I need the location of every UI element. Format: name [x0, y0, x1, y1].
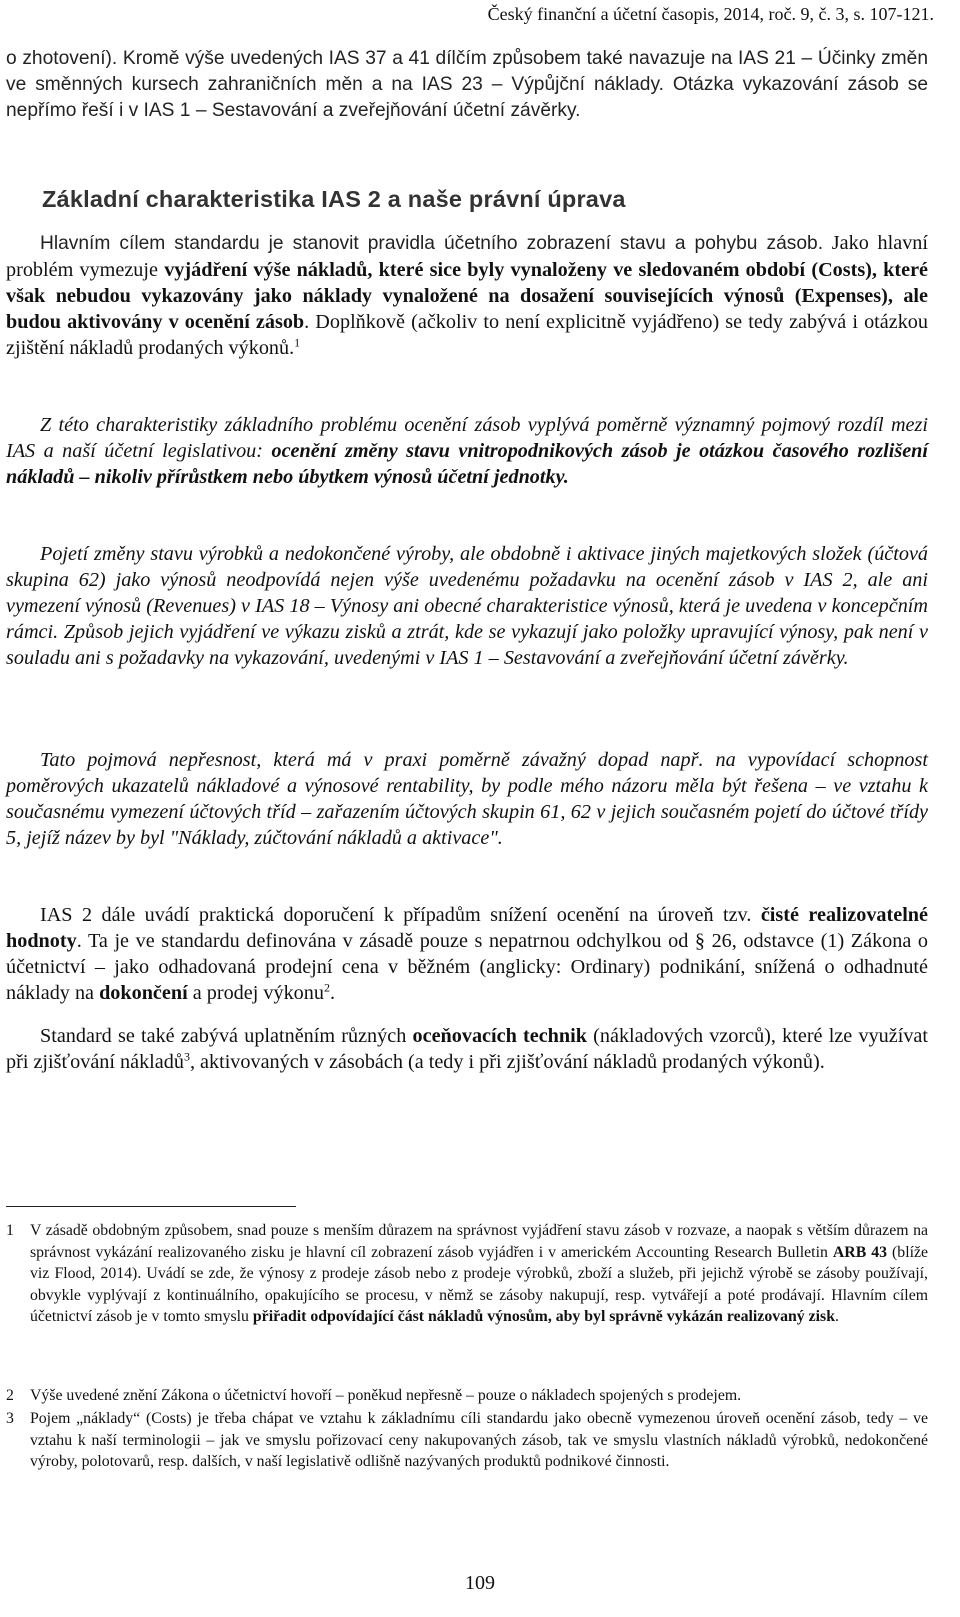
p5-text-a: IAS 2 dále uvádí praktická doporučení k případům snížení ocenění na úroveň tzv.	[40, 904, 761, 926]
footnote-3	[6, 1408, 928, 1473]
p1-lead: Hlavním cílem standardu je stanovit pravidla účetního zobrazení stavu a pohybu zásob.	[40, 233, 824, 254]
page-number: 109	[465, 1572, 495, 1594]
footnote-3-text: Pojem „náklady“ (Costs) je třeba chápat ve vztahu k základnímu cíli standardu jako obecně vymezenou úroveň ocenění zásob, tedy – ve vztahu k naší terminologii – jak ve smyslu pořizovací ceny nakupovaných zásob, tak ve smyslu vlastních nákladů výrobků, nedokončené výroby, polotovarů, resp. dalších, v naší legislativě odlišně nazývaných produktů podnikové činnosti.	[30, 1410, 928, 1470]
p1-bold: vyjádření výše nákladů, které sice byly vynaloženy ve sledovaném období (Costs), které však nebudou vykazovány jako náklady vynaložené na dosažení souvisejících výnosů (Expenses), ale budou aktivovány v ocenění zásob	[6, 259, 928, 333]
p4-text: Tato pojmová nepřesnost, která má v praxi poměrně závažný dopad např. na vypovídací schopnost poměrových ukazatelů nákladové a výnosové rentability, by podle mého názoru měla být řešena – ve vztahu k současnému vymezení účtových tříd – zařazením účtových skupin 61, 62 v jejich současném pojetí do účtové třídy 5, jejíž název by byl "Náklady, zúčtování nákladů a aktivace".	[6, 749, 928, 849]
fn1-bold-2: přiřadit odpovídající část nákladů výnosům, aby byl správně vykázán realizovaný zisk	[252, 1308, 835, 1325]
paragraph-3	[6, 541, 928, 671]
intro-paragraph	[6, 46, 928, 124]
footnote-2-number: 2	[6, 1387, 14, 1404]
p6-bold: oceňovacích technik	[412, 1025, 587, 1047]
paragraph-6	[6, 1023, 928, 1075]
p6-text-c: (nákladových vzorců), které lze využívat při zjišťování nákladů	[6, 1025, 928, 1073]
fn1-text-a: V zásadě obdobným způsobem, snad pouze s menším důrazem na správnost vyjádření stavu zásob v rozvaze, a naopak s větším důrazem na správnost vykázání realizovaného zisku je hlavní cíl zobrazení zásob vyjádřen i v americkém Accounting Research Bulletin	[30, 1222, 928, 1261]
footnote-2-text: Výše uvedené znění Zákona o účetnictví hovoří – poněkud nepřesně – pouze o nákladech spojených s prodejem.	[30, 1387, 742, 1404]
footnote-divider	[6, 1206, 296, 1207]
footnote-ref-2[interactable]: 2	[323, 980, 330, 995]
p5-bold-2: dokončení	[99, 982, 188, 1004]
footnote-ref-1[interactable]: 1	[294, 335, 301, 350]
footnote-ref-3[interactable]: 3	[183, 1049, 190, 1064]
intro-text: o zhotovení). Kromě výše uvedených IAS 37 a 41 dílčím způsobem také navazuje na IAS 21 – Účinky změn ve směnných kursech zahraničních měn a na IAS 23 – Výpůjční náklady. Otázka vykazování zásob se nepřímo řeší i v IAS 1 – Sestavování a zveřejňování účetní závěrky.	[6, 48, 928, 121]
running-header: Český finanční a účetní časopis, 2014, roč. 9, č. 3, s. 107-121.	[487, 4, 934, 24]
footnote-1	[6, 1220, 928, 1328]
p5-text-c: . Ta je ve standardu definována v zásadě pouze s nepatrnou odchylkou od § 26, odstavce (1) Zákona o účetnictví – jako odhadovaná prodejní cena v běžném (anglicky: Ordinary) podnikání, snížená o odhadnuté náklady na	[6, 930, 928, 1004]
footnote-1-text	[30, 1220, 928, 1328]
p5-text-e: a prodej výkonu	[187, 982, 324, 1004]
p2-text: Z této charakteristiky základního problému ocenění zásob vyplývá poměrně významný pojmový rozdíl mezi IAS a naší účetní legislativou:	[6, 414, 928, 462]
p1-text-b: Jako hlavní problém vymezuje	[6, 232, 928, 281]
p6-text-a: Standard se také zabývá uplatněním různých	[40, 1025, 413, 1047]
p2-bold: ocenění změny stavu vnitropodnikových zásob je otázkou časového rozlišení nákladů – nikoliv přírůstkem nebo úbytkem výnosů účetní jednotky.	[6, 440, 928, 488]
footnote-1-number: 1	[6, 1222, 14, 1239]
p5-bold-1: čisté realizovatelné hodnoty	[6, 904, 928, 952]
p6-text-d: , aktivovaných v zásobách (a tedy i při zjišťování nákladů prodaných výkonů).	[189, 1051, 825, 1073]
p5-text-f: .	[329, 982, 335, 1004]
fn1-text-e: .	[834, 1308, 839, 1325]
paragraph-2	[6, 412, 928, 490]
p1-text-d: . Doplňkově (ačkoliv to není explicitně vyjádřeno) se tedy zabývá i otázkou zjištění nákladů prodaných výkonů.	[6, 311, 928, 359]
paragraph-4	[6, 747, 928, 851]
footnote-3-number: 3	[6, 1410, 14, 1427]
footnote-2	[6, 1385, 928, 1407]
section-heading: Základní charakteristika IAS 2 a naše právní úprava	[42, 186, 626, 212]
paragraph-1	[6, 230, 928, 361]
p3-text: Pojetí změny stavu výrobků a nedokončené výroby, ale obdobně i aktivace jiných majetkových složek (účtová skupina 62) jako výnosů neodpovídá nejen výše uvedenému požadavku na ocenění zásob v IAS 2, ale ani vymezení výnosů (Revenues) v IAS 18 – Výnosy ani obecné charakteristice výnosů, která je uvedena v koncepčním rámci. Způsob jejich vyjádření ve výkazu zisků a ztrát, kde se vykazují jako položky upravující výnosy, pak není v souladu ani s požadavky na vykazování, uvedenými v IAS 1 – Sestavování a zveřejňování účetní závěrky.	[6, 543, 928, 669]
fn1-text-c: (blíže viz Flood, 2014). Uvádí se zde, že výnosy z prodeje zásob nebo z prodeje výrobků, zboží a služeb, při jejichž výrobě se zásoby používají, obvykle vyplývají z kontinuálního, opakujícího se procesu, v němž se zásoby nakupují, resp. vytvářejí a poté prodávají. Hlavním cílem účetnictví zásob je v tomto smyslu	[30, 1243, 928, 1325]
paragraph-5	[6, 902, 928, 1006]
fn1-bold-1: ARB 43	[832, 1243, 888, 1261]
